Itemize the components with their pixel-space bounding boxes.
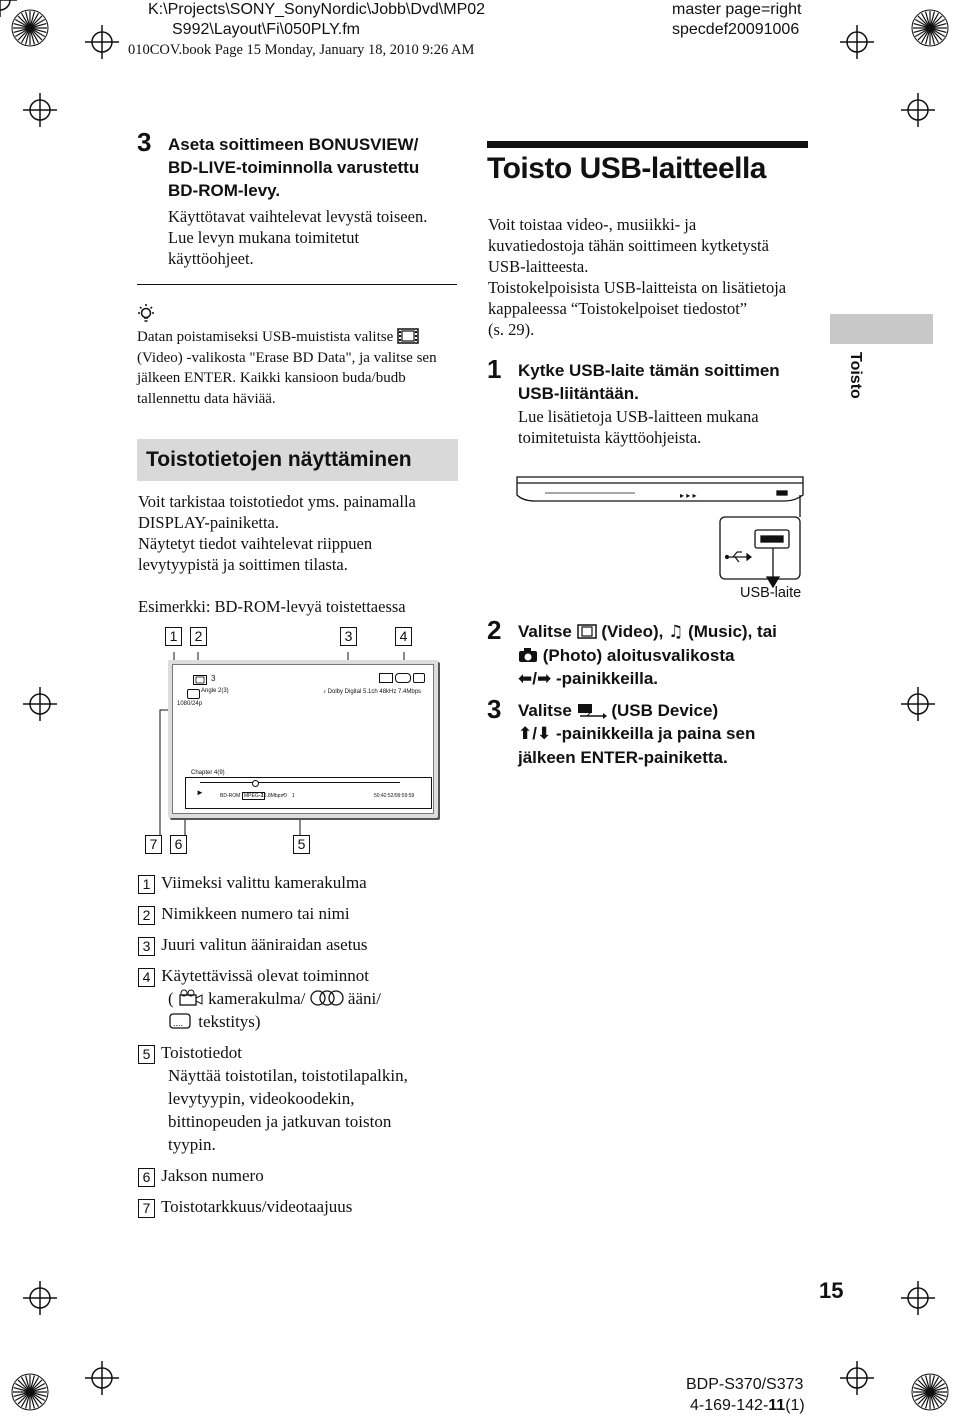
section-heading: Toistotietojen näyttäminen bbox=[146, 448, 412, 471]
legend-item: 4 Käytettävissä olevat toiminnot ( kamerakulma/ ääni/ .... tekstitys) bbox=[138, 964, 468, 1033]
page-heading: Toisto USB-laitteella bbox=[487, 152, 766, 185]
player-usb-illustration bbox=[515, 465, 815, 605]
tip-line: Datan poistamiseksi USB-muistista valitse bbox=[137, 329, 394, 345]
audio-info: ♪ Dolby Digital 5.1ch 48kHz 7.4Mbps bbox=[323, 689, 422, 695]
codec: MPEG-2 bbox=[244, 793, 264, 799]
bitrate: 16.8Mbps bbox=[261, 793, 283, 799]
intro-line: levytyypistä ja soittimen tilasta. bbox=[138, 555, 348, 574]
step-text-line: Lue levyn mukana toimitetut bbox=[168, 228, 360, 247]
legend-item: 2 Nimikkeen numero tai nimi bbox=[138, 902, 468, 925]
up-arrow-icon: ⬆ bbox=[518, 724, 533, 744]
callout-6: 6 bbox=[170, 835, 189, 854]
camera-angle-icon bbox=[178, 989, 204, 1007]
lightbulb-icon bbox=[137, 304, 155, 326]
screen-display bbox=[172, 664, 434, 814]
legend-item: 5 Toistotiedot Näyttää toistotilan, toistotilapalkin, levytyypin, videokoodekin, bittinopeuden ja jatkuvan toiston tyypin. bbox=[138, 1041, 468, 1156]
progress-marker bbox=[252, 780, 259, 787]
header-path-2: S992\Layout\Fi\050PLY.fm bbox=[172, 21, 360, 38]
intro-line: kuvatiedostoja tähän soittimeen kytketystä bbox=[488, 236, 769, 255]
heading-rule bbox=[487, 141, 808, 148]
tip-line: tallennettu data häviää. bbox=[137, 390, 276, 407]
usb-intro bbox=[488, 214, 786, 340]
step-title-line: BD-ROM-levy. bbox=[168, 181, 281, 200]
music-icon: ♫ bbox=[668, 622, 684, 642]
intro-line: Näytetyt tiedot vaihtelevat riippuen bbox=[138, 534, 373, 553]
legend-list bbox=[138, 871, 468, 1218]
tip-line: jälkeen ENTER. Kaikki kansioon buda/budb bbox=[137, 370, 406, 386]
side-tab bbox=[846, 352, 866, 402]
step-text-line: Lue lisätietoja USB-laitteen mukana bbox=[518, 407, 759, 426]
usb-device-label: USB-laite bbox=[740, 585, 802, 601]
angle-function-icon bbox=[379, 673, 393, 683]
callout-2: 2 bbox=[190, 627, 209, 646]
header-path-1: K:\Projects\SONY_SonyNordic\Jobb\Dvd\MP02 bbox=[148, 1, 486, 18]
video-icon bbox=[193, 675, 207, 685]
resolution-info: 1080/24p bbox=[177, 701, 203, 707]
tip-divider bbox=[137, 284, 457, 285]
step-number: 2 bbox=[487, 615, 502, 645]
step-title-line: Aseta soittimeen BONUSVIEW/ bbox=[168, 135, 419, 154]
step-title bbox=[518, 359, 780, 405]
callout-4: 4 bbox=[395, 627, 414, 646]
intro-line: Voit tarkistaa toistotiedot yms. painamalla bbox=[138, 492, 416, 511]
step-text-line: toimitetuista käyttöohjeista. bbox=[518, 428, 702, 447]
tip-line: (Video) -valikosta "Erase BD Data", ja valitse sen bbox=[137, 349, 437, 366]
audio-icon bbox=[310, 989, 344, 1007]
progress-track bbox=[200, 782, 400, 783]
callout-7: 7 bbox=[145, 835, 164, 854]
down-arrow-icon: ⬇ bbox=[536, 724, 552, 744]
intro-line: kappaleessa “Toistokelpoiset tiedostot” bbox=[488, 299, 748, 318]
intro-text bbox=[138, 491, 416, 575]
footer-code: 4-169-142-11(1) bbox=[690, 1397, 805, 1414]
legend-item: 6 Jakson numero bbox=[138, 1164, 468, 1187]
callout-3: 3 bbox=[340, 627, 359, 646]
step-text bbox=[518, 406, 759, 448]
playback-info-bar bbox=[185, 777, 432, 809]
svg-text:▸ ▸ ▸: ▸ ▸ ▸ bbox=[680, 491, 697, 500]
legend-item: 1 Viimeksi valittu kamerakulma bbox=[138, 871, 468, 894]
step-title bbox=[168, 133, 419, 202]
header-book-line: 010COV.book Page 15 Monday, January 18, 2010 9:26 AM bbox=[128, 42, 475, 58]
step-text-line: Käyttötavat vaihtelevat levystä toiseen. bbox=[168, 207, 428, 226]
legend-item: 7 Toistotarkkuus/videotaajuus bbox=[138, 1195, 468, 1218]
title-number: 3 bbox=[211, 674, 216, 683]
step-text-line: käyttöohjeet. bbox=[168, 249, 254, 268]
repeat-setting: 1 bbox=[292, 793, 295, 799]
header-master-page: master page=right bbox=[672, 1, 802, 18]
chapter-info: Chapter 4(9) bbox=[191, 770, 225, 776]
step-number: 1 bbox=[487, 354, 502, 384]
camera-icon bbox=[518, 647, 538, 663]
repeat-icon: ⟲ bbox=[282, 793, 288, 799]
video-icon bbox=[577, 624, 597, 639]
header-specdef: specdef20091006 bbox=[672, 21, 800, 38]
audio-function-icon bbox=[395, 673, 411, 683]
left-arrow-icon: ⬅ bbox=[518, 669, 533, 689]
usb-device-icon bbox=[577, 703, 607, 719]
svg-text:....: .... bbox=[173, 1018, 184, 1028]
play-icon: ► bbox=[196, 788, 204, 797]
step-title-line: BD-LIVE-toiminnolla varustettu bbox=[168, 158, 420, 177]
time-counter: 50:42:52/99:59:59 bbox=[374, 793, 415, 799]
callout-1: 1 bbox=[165, 627, 184, 646]
tip-text bbox=[137, 327, 467, 409]
side-tab-label: Toisto bbox=[847, 352, 864, 399]
subtitle-function-icon bbox=[413, 673, 425, 683]
page-number: 15 bbox=[819, 1278, 844, 1303]
camera-angle-icon bbox=[187, 689, 200, 699]
step-number: 3 bbox=[487, 694, 502, 724]
callout-5: 5 bbox=[293, 835, 312, 854]
section-heading-band bbox=[137, 439, 458, 481]
angle-info: Angle 2(3) bbox=[201, 688, 229, 694]
footer-model: BDP-S370/S373 bbox=[686, 1376, 804, 1393]
screen-frame bbox=[168, 660, 438, 818]
video-icon bbox=[397, 328, 419, 344]
step-text bbox=[168, 206, 427, 269]
step-title: Valitse (Video), ♫ (Music), tai (Photo) aloitusvalikosta ⬅/➡ -painikkeilla. bbox=[518, 622, 777, 689]
side-tab-bar bbox=[830, 314, 933, 344]
step-title-line: Kytke USB-laite tämän soittimen bbox=[518, 361, 780, 380]
intro-line: DISPLAY-painiketta. bbox=[138, 513, 280, 532]
intro-line: (s. 29). bbox=[488, 320, 535, 339]
step-number: 3 bbox=[137, 127, 152, 157]
intro-line: Toistokelpoisista USB-laitteista on lisätietoja bbox=[488, 278, 787, 297]
intro-line: Voit toistaa video-, musiikki- ja bbox=[488, 215, 697, 234]
example-label: Esimerkki: BD-ROM-levyä toistettaessa bbox=[138, 597, 406, 616]
right-arrow-icon: ➡ bbox=[536, 669, 552, 689]
intro-line: USB-laitteesta. bbox=[488, 257, 589, 276]
audio-text: Dolby Digital 5.1ch 48kHz 7.4Mbps bbox=[327, 689, 422, 695]
step-title: Valitse (USB Device) ⬆/⬇ -painikkeilla ja paina sen jälkeen ENTER-painiketta. bbox=[518, 701, 756, 767]
subtitle-icon bbox=[168, 1012, 194, 1030]
disc-type: BD-ROM bbox=[220, 793, 241, 799]
step-title-line: USB-liitäntään. bbox=[518, 384, 639, 403]
legend-item: 3 Juuri valitun ääniraidan asetus bbox=[138, 933, 468, 956]
